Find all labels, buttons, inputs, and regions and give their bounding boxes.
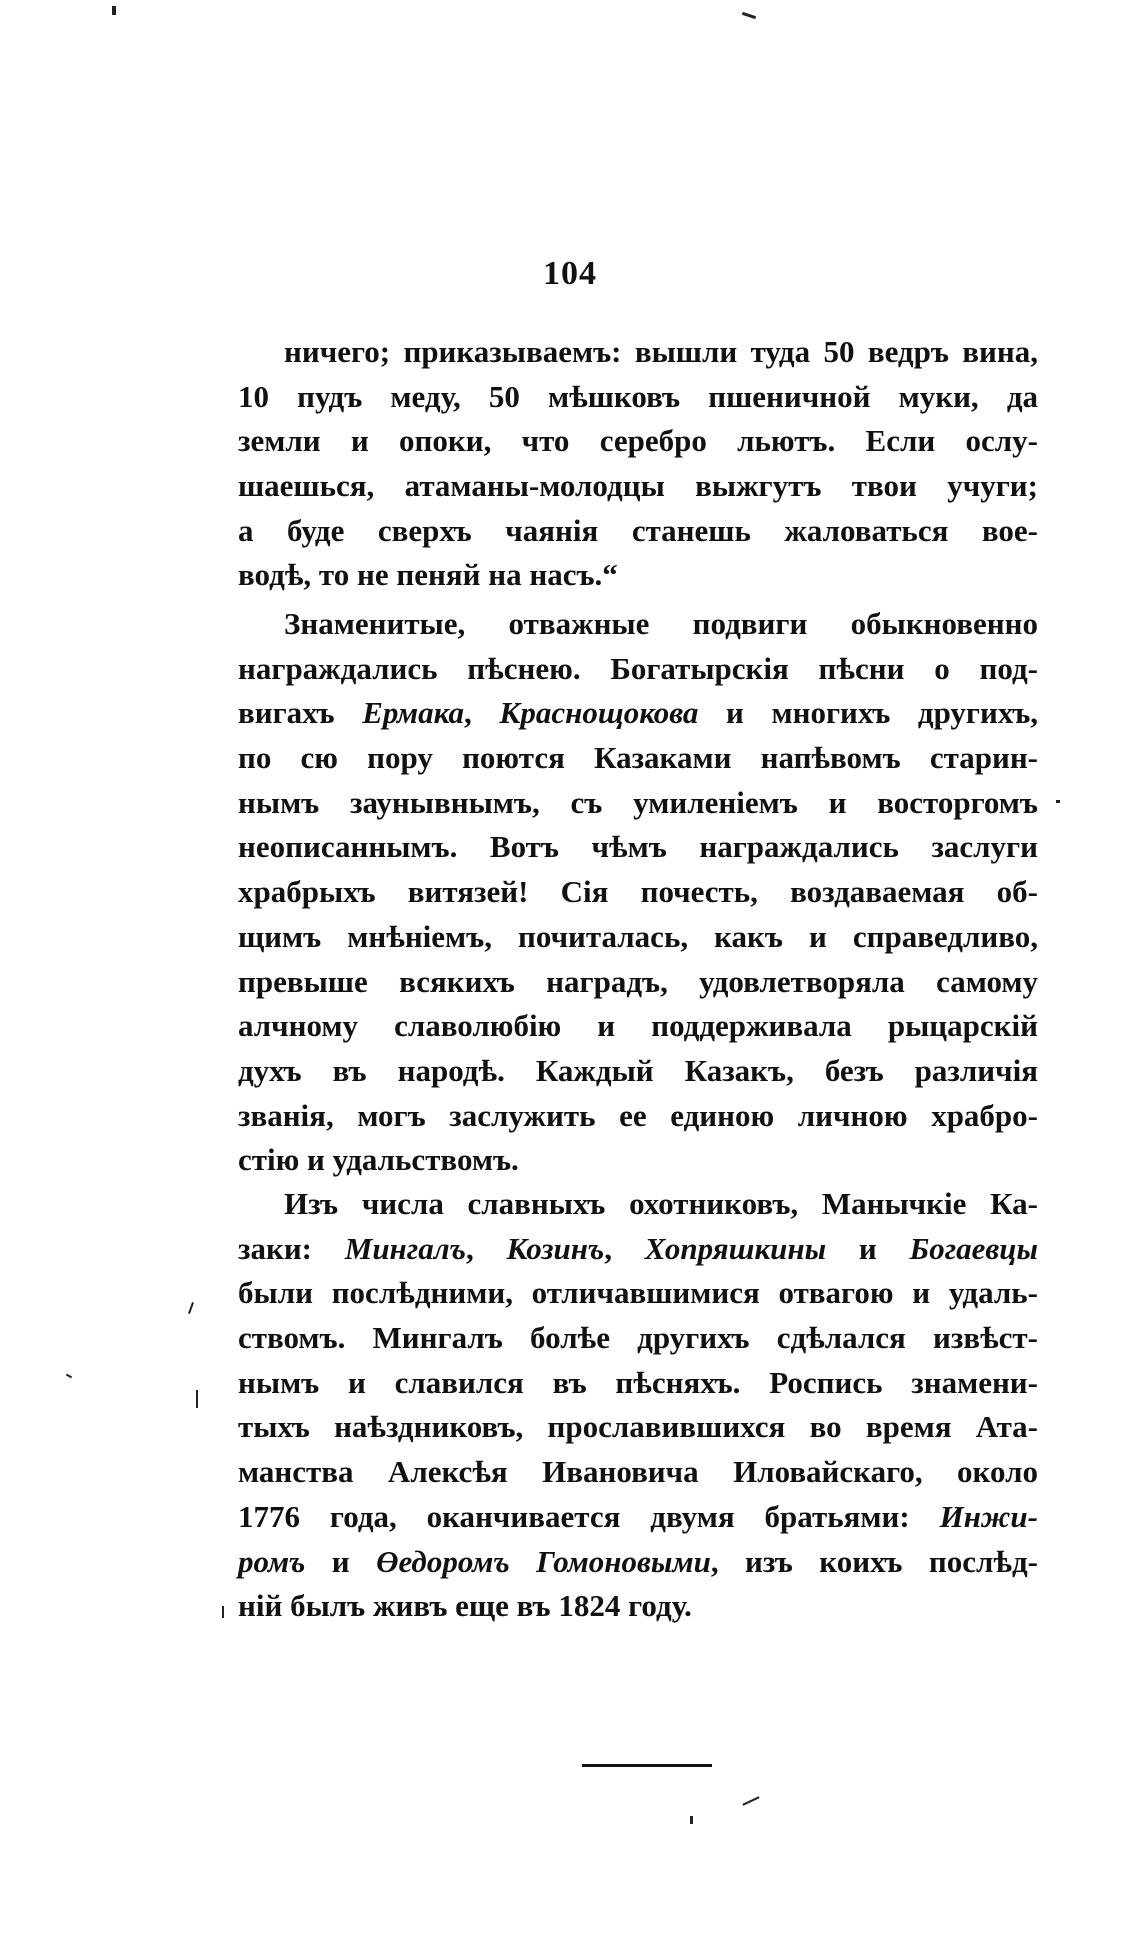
scan-speck	[196, 1390, 198, 1408]
text-segment: вигахъ	[238, 695, 363, 731]
text-segment: 1776 года, оканчивается двумя братьями:	[238, 1498, 940, 1534]
text-segment: тыхъ наѣздниковъ, прославившихся во время Ата-	[238, 1409, 1038, 1445]
italic-name: Мингалъ	[344, 1230, 466, 1266]
text-segment: по сю пору поются Казаками напѣвомъ старин-	[238, 740, 1038, 776]
text-segment: духъ въ народѣ. Каждый Казакъ, безъ различія	[238, 1052, 1038, 1088]
text-segment: ничего; приказываемъ: вышли туда 50 ведръ вина,	[284, 334, 1038, 369]
text-segment: заки:	[238, 1230, 345, 1266]
italic-name: Инжи-	[939, 1498, 1038, 1534]
text-line	[238, 1138, 1038, 1183]
italic-name: Козинъ	[506, 1230, 605, 1266]
text-line	[238, 691, 1038, 736]
text-line	[238, 1049, 1038, 1094]
text-line	[238, 1271, 1038, 1316]
scan-speck	[222, 1606, 224, 1618]
italic-name: Ермака	[362, 695, 465, 731]
text-segment: нымъ и славился въ пѣсняхъ. Роспись знамени-	[238, 1364, 1038, 1400]
text-line	[238, 553, 1038, 598]
text-segment: ,	[464, 695, 500, 731]
paragraph-1	[238, 330, 1038, 598]
text-line	[238, 915, 1038, 960]
text-segment: шаешься, атаманы-молодцы выжгутъ твои учуги;	[238, 468, 1038, 504]
text-line	[238, 1361, 1038, 1406]
scan-speck	[742, 1796, 759, 1805]
text-line	[238, 375, 1038, 420]
text-line	[238, 1227, 1038, 1272]
text-line	[238, 736, 1038, 781]
text-segment: храбрыхъ витязей! Сія почесть, воздаваемая об-	[238, 874, 1038, 910]
text-line	[238, 464, 1038, 509]
text-segment: алчному славолюбію и поддерживала рыцарскій	[238, 1008, 1038, 1044]
scan-speck	[690, 1816, 693, 1824]
text-line	[238, 1316, 1038, 1361]
text-line	[238, 1540, 1038, 1585]
scan-speck	[66, 1374, 72, 1379]
text-line	[238, 1004, 1038, 1049]
text-segment: превыше всякихъ наградъ, удовлетворяла самому	[238, 963, 1038, 999]
text-segment: и	[826, 1230, 910, 1266]
text-segment: Знаменитые, отважные подвиги обыкновенно	[284, 606, 1038, 641]
scan-speck	[1056, 800, 1060, 803]
text-line	[238, 781, 1038, 826]
text-line	[238, 330, 1038, 375]
text-line	[238, 870, 1038, 915]
text-segment: ствомъ. Мингалъ болѣе другихъ сдѣлался извѣст-	[238, 1320, 1038, 1356]
text-segment: и	[305, 1543, 377, 1579]
text-segment: манства Алексѣя Ивановича Иловайскаго, около	[238, 1454, 1038, 1490]
text-line	[238, 509, 1038, 554]
text-line	[238, 419, 1038, 464]
text-segment: ній былъ живъ еще въ 1824 году.	[238, 1588, 692, 1624]
text-line	[238, 960, 1038, 1005]
paragraph-3	[238, 1182, 1038, 1629]
italic-name: ромъ	[238, 1543, 306, 1579]
text-line	[238, 1182, 1038, 1227]
text-segment: а буде сверхъ чаянія станешь жаловаться вое-	[238, 512, 1038, 548]
text-segment: земли и опоки, что серебро льютъ. Если ослу-	[238, 423, 1038, 459]
text-segment: неописаннымъ. Вотъ чѣмъ награждались заслуги	[238, 829, 1038, 865]
text-line	[238, 602, 1038, 647]
text-segment: нымъ заунывнымъ, съ умиленіемъ и восторгомъ	[238, 784, 1038, 820]
text-line	[238, 647, 1038, 692]
text-segment: ,	[465, 1230, 507, 1266]
text-segment: были послѣдними, отличавшимися отвагою и удаль-	[238, 1275, 1038, 1311]
text-segment: щимъ мнѣніемъ, почиталась, какъ и справедливо,	[238, 918, 1038, 954]
text-segment: , изъ коихъ послѣд-	[710, 1543, 1038, 1579]
text-line	[238, 825, 1038, 870]
scan-speck	[188, 1302, 194, 1314]
italic-name: Богаевцы	[909, 1230, 1038, 1266]
text-segment: ,	[604, 1230, 645, 1266]
end-rule	[582, 1764, 712, 1767]
text-segment: 10 пудъ меду, 50 мѣшковъ пшеничной муки, да	[238, 378, 1038, 414]
paragraph-2	[238, 602, 1038, 1183]
page-number: 104	[543, 255, 597, 292]
text-segment: званія, могъ заслужить ее единою личною храбро-	[238, 1097, 1038, 1133]
text-line	[238, 1450, 1038, 1495]
italic-name: Хопряшкины	[644, 1230, 827, 1266]
italic-name: Өедоромъ Гомоновыми	[376, 1543, 711, 1579]
text-segment: и многихъ другихъ,	[698, 695, 1039, 731]
text-line	[238, 1405, 1038, 1450]
scan-speck	[742, 12, 756, 19]
italic-name: Краснощокова	[499, 695, 699, 731]
text-segment: стію и удальствомъ.	[238, 1142, 519, 1178]
text-line	[238, 1094, 1038, 1139]
text-line	[238, 1495, 1038, 1540]
text-segment: Изъ числа славныхъ охотниковъ, Манычкіе Ка-	[284, 1186, 1038, 1221]
text-segment: водѣ, то не пеняй на насъ.“	[238, 557, 618, 593]
scan-speck	[112, 6, 116, 15]
text-segment: награждались пѣснею. Богатырскія пѣсни о под-	[238, 650, 1038, 686]
text-line	[238, 1584, 1038, 1629]
